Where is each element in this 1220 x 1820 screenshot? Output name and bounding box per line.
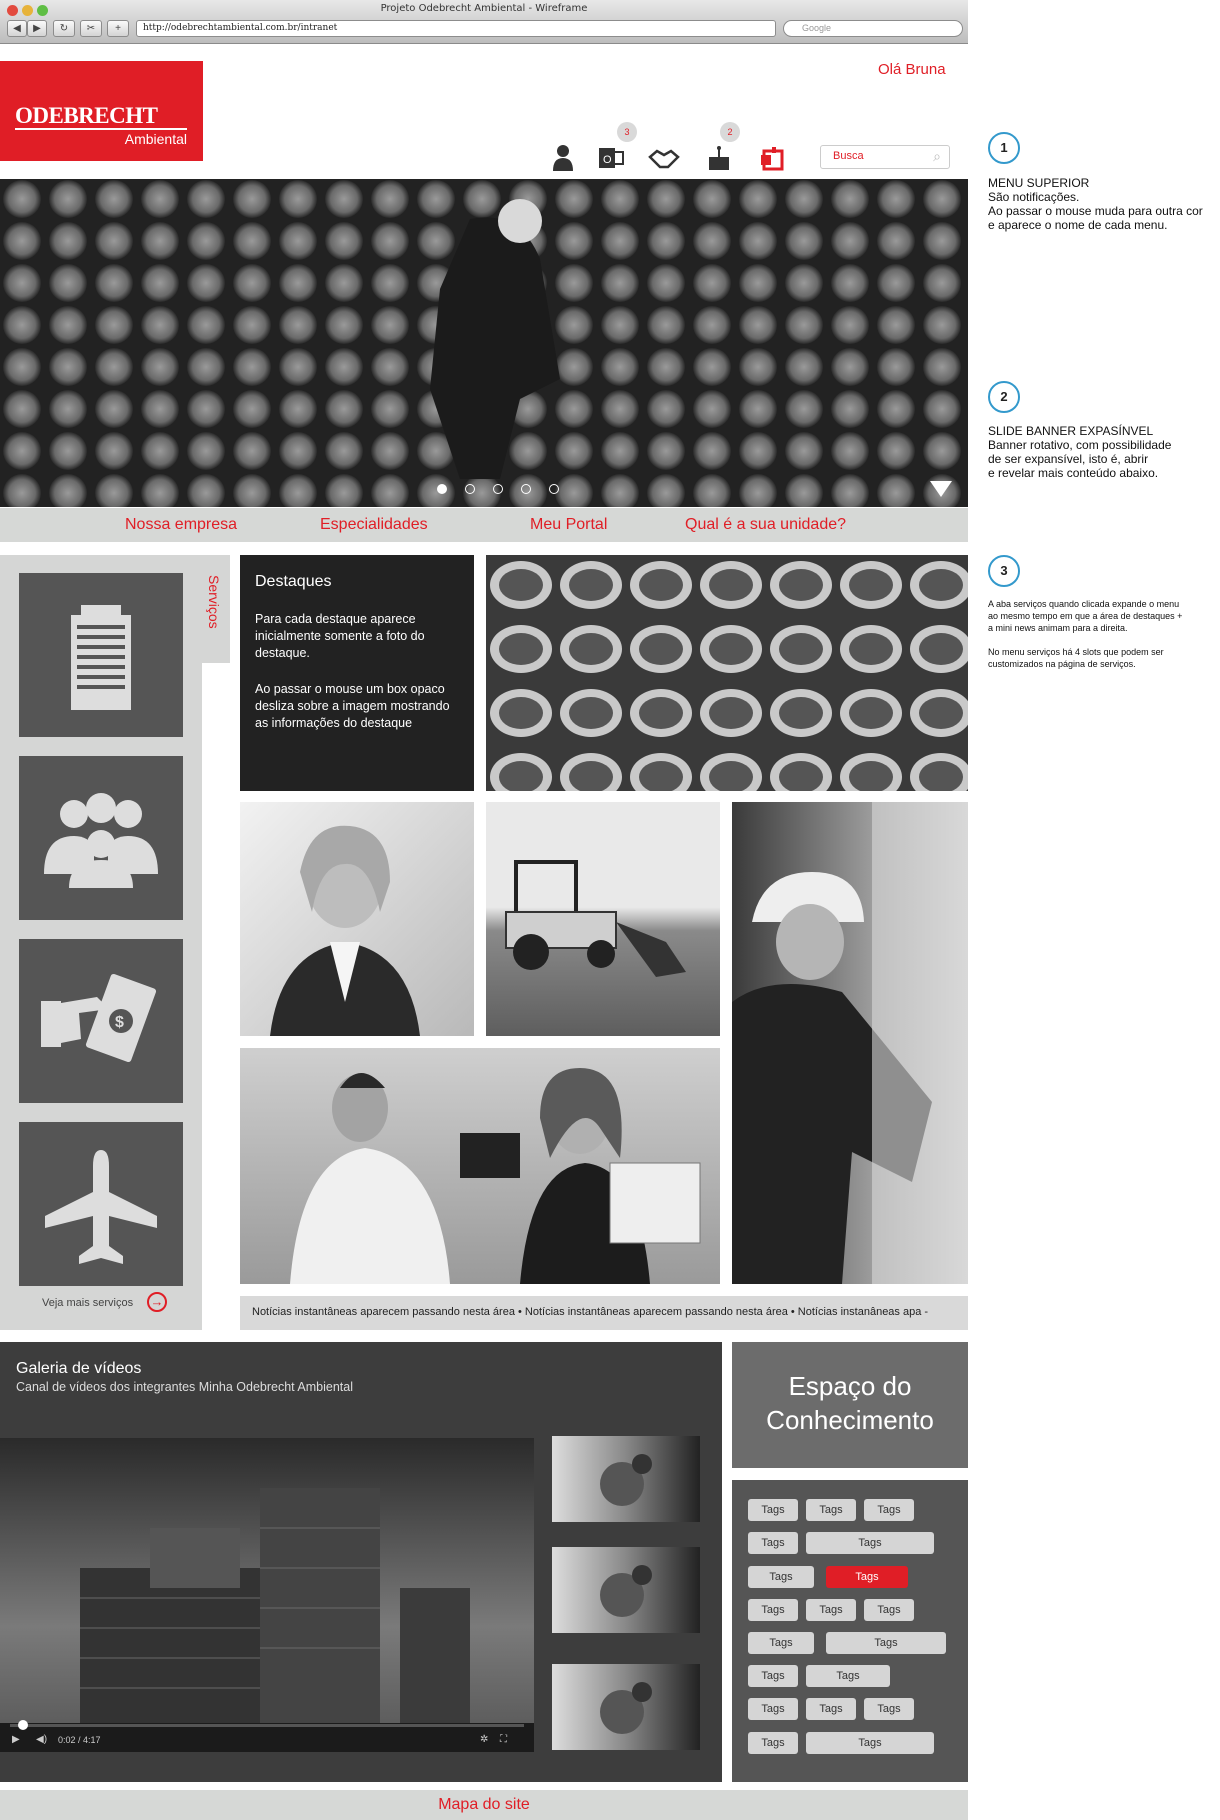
logo-subtext: Ambiental xyxy=(124,131,187,147)
annotation-3-para1: A aba serviços quando clicada expande o menu ao mesmo tempo em que a área de destaques + a mini news animam para a direita. xyxy=(988,599,1183,633)
service-tile-people[interactable] xyxy=(19,756,183,920)
carousel-dot-5[interactable] xyxy=(549,484,559,494)
forward-icon[interactable]: ▶ xyxy=(27,20,47,37)
highlight-image-backhoe[interactable] xyxy=(486,802,720,1036)
more-services-link[interactable]: Veja mais serviços xyxy=(42,1297,134,1309)
news-ticker[interactable]: Notícias instantâneas aparecem passando nesta área • Notícias instantâneas aparecem passando nesta área • Notícias instanâneas apa - xyxy=(240,1296,968,1330)
menu-item-meu-portal[interactable]: Meu Portal xyxy=(530,516,608,533)
add-tab-icon[interactable]: + xyxy=(107,20,129,37)
video-gallery xyxy=(0,1342,722,1782)
address-bar[interactable]: http://odebrechtambiental.com.br/intranet xyxy=(136,20,776,37)
volume-icon[interactable]: ◀) xyxy=(36,1734,48,1745)
highlights-title: Destaques xyxy=(255,573,332,590)
tag-button[interactable]: Tags xyxy=(748,1532,798,1554)
knowledge-space-line2: Conhecimento xyxy=(766,1405,934,1435)
tag-button[interactable]: Tags xyxy=(864,1698,914,1720)
annotation-3-para2: No menu serviços há 4 slots que podem ser customizados na página de serviços. xyxy=(988,647,1164,669)
annotation-1 xyxy=(988,176,1213,232)
knowledge-space-banner[interactable] xyxy=(732,1342,968,1468)
annotation-2-title: SLIDE BANNER EXPASÍNVEL xyxy=(988,424,1154,438)
tag-button[interactable]: Tags xyxy=(864,1499,914,1521)
video-progress-bar[interactable] xyxy=(10,1724,524,1727)
fullscreen-icon[interactable]: ⛶ xyxy=(500,1734,507,1745)
services-tab[interactable] xyxy=(202,555,230,663)
tag-button[interactable]: Tags xyxy=(806,1698,856,1720)
birthdays-badge: 2 xyxy=(720,122,740,142)
reload-icon[interactable]: ↻ xyxy=(53,20,75,37)
annotation-1-line2: Ao passar o mouse muda para outra cor xyxy=(988,204,1203,218)
annotation-number-3: 3 xyxy=(988,555,1020,587)
tag-button[interactable]: Tags xyxy=(806,1732,934,1754)
people-icon xyxy=(19,756,183,920)
highlight-image-office[interactable] xyxy=(240,1048,720,1284)
carousel-dot-3[interactable] xyxy=(493,484,503,494)
gallery-subtitle: Canal de vídeos dos integrantes Minha Odebrecht Ambiental xyxy=(16,1380,354,1394)
services-tab-label: Serviços xyxy=(206,575,222,629)
news-icon[interactable] xyxy=(758,143,788,173)
settings-gear-icon[interactable]: ✲ xyxy=(480,1734,489,1745)
tag-button[interactable]: Tags xyxy=(806,1599,856,1621)
service-tile-building[interactable] xyxy=(19,573,183,737)
handshake-icon[interactable] xyxy=(648,143,678,173)
maximize-window-button[interactable] xyxy=(37,5,48,16)
hero-banner[interactable] xyxy=(0,179,968,507)
expand-banner-icon[interactable] xyxy=(930,481,952,497)
minimize-window-button[interactable] xyxy=(22,5,33,16)
messages-badge: 3 xyxy=(617,122,637,142)
carousel-dot-4[interactable] xyxy=(521,484,531,494)
svg-text:$: $ xyxy=(115,1014,124,1031)
video-scrubber[interactable] xyxy=(18,1720,28,1730)
money-hand-icon xyxy=(19,939,183,1103)
knowledge-space-line1: Espaço do xyxy=(788,1371,912,1401)
tag-button[interactable]: Tags xyxy=(864,1599,914,1621)
sitemap-footer[interactable]: Mapa do site xyxy=(0,1790,968,1820)
arrow-right-icon[interactable]: → xyxy=(147,1292,167,1312)
browser-chrome xyxy=(0,0,968,44)
svg-text:O: O xyxy=(603,154,612,166)
annotation-2-line3: e revelar mais conteúdo abaixo. xyxy=(988,466,1159,480)
annotation-2 xyxy=(988,424,1213,480)
service-tile-travel[interactable] xyxy=(19,1122,183,1286)
tag-button[interactable]: Tags xyxy=(748,1698,798,1720)
video-player[interactable] xyxy=(0,1438,534,1752)
highlight-image-woman[interactable] xyxy=(240,802,474,1036)
annotation-3 xyxy=(988,598,1188,670)
logo-divider xyxy=(15,128,187,130)
search-icon[interactable]: ⌕ xyxy=(933,148,941,164)
logo-text: ODEBRECHT xyxy=(15,103,158,128)
highlights-box[interactable] xyxy=(240,555,474,791)
search-input[interactable] xyxy=(820,145,950,169)
tag-button[interactable]: Tags xyxy=(806,1665,890,1687)
tag-button[interactable]: Tags xyxy=(748,1632,814,1654)
annotation-1-line3: e aparece o nome de cada menu. xyxy=(988,218,1168,232)
annotation-2-line2: de ser expansível, isto é, abrir xyxy=(988,452,1149,466)
building-icon xyxy=(19,573,183,737)
annotation-1-line1: São notificações. xyxy=(988,190,1080,204)
service-tile-payment[interactable] xyxy=(19,939,183,1103)
video-time: 0:02 / 4:17 xyxy=(58,1735,101,1745)
tag-button[interactable]: Tags xyxy=(748,1599,798,1621)
close-window-button[interactable] xyxy=(7,5,18,16)
menu-item-unidade[interactable]: Qual é a sua unidade? xyxy=(685,516,847,533)
tag-cloud xyxy=(732,1480,968,1782)
video-thumbnail-2[interactable] xyxy=(552,1547,700,1633)
birthday-cake-icon[interactable] xyxy=(704,143,734,173)
video-thumbnail-3[interactable] xyxy=(552,1664,700,1750)
tag-button[interactable]: Tags xyxy=(806,1532,934,1554)
screenshot-icon[interactable]: ✂ xyxy=(80,20,102,37)
highlight-image-worker[interactable] xyxy=(732,802,968,1284)
carousel-dot-2[interactable] xyxy=(465,484,475,494)
airplane-icon xyxy=(19,1122,183,1286)
highlights-text-1: Para cada destaque aparece inicialmente somente a foto do destaque. xyxy=(255,612,425,660)
annotation-1-title: MENU SUPERIOR xyxy=(988,176,1090,190)
tag-button[interactable]: Tags xyxy=(748,1732,798,1754)
annotation-2-line1: Banner rotativo, com possibilidade xyxy=(988,438,1172,452)
search-placeholder: Busca xyxy=(833,150,864,162)
browser-search-input[interactable]: Google xyxy=(783,20,963,37)
highlight-image-pipes[interactable] xyxy=(486,555,968,791)
play-icon[interactable]: ▶ xyxy=(12,1734,20,1745)
logo[interactable] xyxy=(0,61,203,161)
tag-button[interactable]: Tags xyxy=(826,1632,946,1654)
messages-icon[interactable] xyxy=(596,143,626,173)
main-menu xyxy=(0,508,968,542)
tag-button-active[interactable]: Tags xyxy=(826,1566,908,1588)
carousel-dot-1[interactable] xyxy=(437,484,447,494)
gallery-title: Galeria de vídeos xyxy=(16,1360,142,1377)
services-panel xyxy=(0,555,202,1330)
annotation-number-1: 1 xyxy=(988,132,1020,164)
menu-item-especialidades[interactable]: Especialidades xyxy=(320,516,428,533)
tag-button[interactable]: Tags xyxy=(806,1499,856,1521)
menu-item-nossa-empresa[interactable]: Nossa empresa xyxy=(125,516,238,533)
window-title: Projeto Odebrecht Ambiental - Wireframe xyxy=(380,3,588,14)
tag-button[interactable]: Tags xyxy=(748,1665,798,1687)
user-greeting[interactable]: Olá Bruna xyxy=(878,61,946,78)
video-thumbnail-1[interactable] xyxy=(552,1436,700,1522)
highlights-text-2: Ao passar o mouse um box opaco desliza sobre a imagem mostrando as informações do destaque xyxy=(255,682,450,730)
tag-button[interactable]: Tags xyxy=(748,1566,814,1588)
profile-icon[interactable] xyxy=(548,143,578,173)
back-icon[interactable]: ◀ xyxy=(7,20,27,37)
tag-button[interactable]: Tags xyxy=(748,1499,798,1521)
annotation-number-2: 2 xyxy=(988,381,1020,413)
